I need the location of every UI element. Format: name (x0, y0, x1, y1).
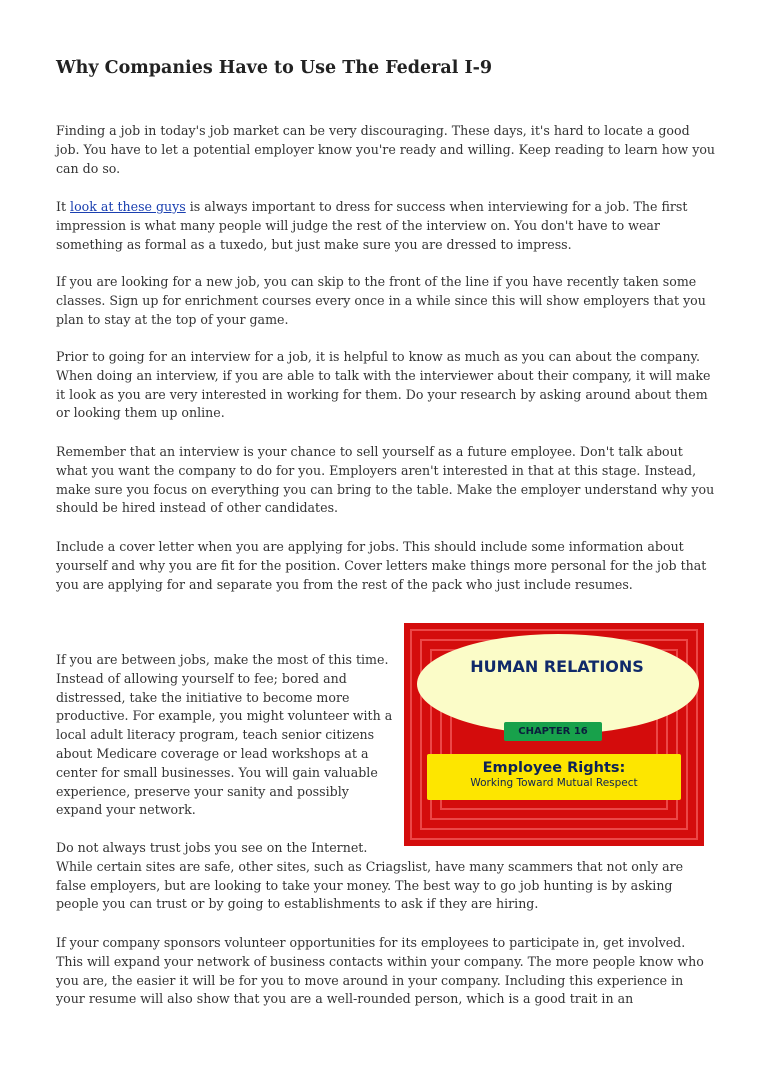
paragraph-3: If you are looking for a new job, you can skip to the front of the line if you have recently taken some classes. Sign up for enrichment courses every once in a while since this will show employers that you plan to stay at the top of your game. (56, 274, 706, 327)
paragraph-8-body: While certain sites are safe, other sites, such as Criagslist, have many scammers that not only are false employers, but are looking to take your money. The best way to go job hunting is by asking people you can trust or by going to establishments to ask if they are hiring. (56, 858, 684, 912)
employee-rights-banner (427, 754, 681, 800)
paragraph-5: Remember that an interview is your chance to sell yourself as a future employee. Don't talk about what you want the company to do for you. Employers aren't interested in that at this stage. Instead, make sure you focus on everything you can bring to the table. Make the employer understand why you should be hired instead of other candidates. (56, 444, 715, 516)
paragraph-4: Prior to going for an interview for a job, it is helpful to know as much as you can about the company. When doing an interview, if you are able to talk with the interviewer about their company, it will make it look as you are very interested in working for them. Do your research by asking around about them or looking them up online. (56, 349, 711, 421)
paragraph-2-start: It (56, 199, 71, 214)
paragraph-8 (56, 839, 716, 914)
look-at-these-guys-link[interactable]: look at these guys (70, 199, 186, 214)
paragraph-6: Include a cover letter when you are applying for jobs. This should include some information about yourself and why you are fit for the position. Cover letters make things more personal for the job that you are applying for and separate you from the rest of the pack who just include resumes. (56, 539, 707, 592)
paragraph-7: If you are between jobs, make the most of this time. Instead of allowing yourself to fee; bored and distressed, take the initiative to become more productive. For example, you might volunteer with a local adult literacy program, teach senior citizens about Medicare coverage or lead workshops at a center for small businesses. You will gain valuable experience, preserve your sanity and possibly expand your network. (56, 652, 393, 818)
paragraph-2-end: is always important to dress for success when interviewing for a job. The first impression is what many people will judge the rest of the interview on. You don't have to wear something as formal as a tuxedo, but just make sure you are dressed to impress. (56, 199, 688, 252)
paragraph-9: If your company sponsors volunteer opportunities for its employees to participate in, get involved. This will expand your network of business contacts within your company. The more people know who you are, the easier it will be for you to move around in your company. Including this experience in your resume will also show that you are a well-rounded person, which is a good trait in an (56, 935, 704, 1007)
heading-oval (417, 634, 699, 734)
image-heading: HUMAN RELATIONS (470, 657, 644, 676)
page-title: Why Companies Have to Use The Federal I-9 (56, 58, 493, 78)
human-relations-image (404, 623, 704, 846)
chapter-badge: CHAPTER 16 (504, 722, 602, 741)
paragraph-2 (56, 198, 716, 254)
employee-rights-title: Employee Rights: (482, 760, 626, 776)
paragraph-1: Finding a job in today's job market can be very discouraging. These days, it's hard to locate a good job. You have to let a potential employer know you're ready and willing. Keep reading to learn how you can do so. (56, 123, 716, 176)
employee-rights-subtitle: Working Toward Mutual Respect (470, 777, 638, 789)
paragraph-8-first-line: Do not always trust jobs you see on the Internet. (56, 840, 368, 855)
